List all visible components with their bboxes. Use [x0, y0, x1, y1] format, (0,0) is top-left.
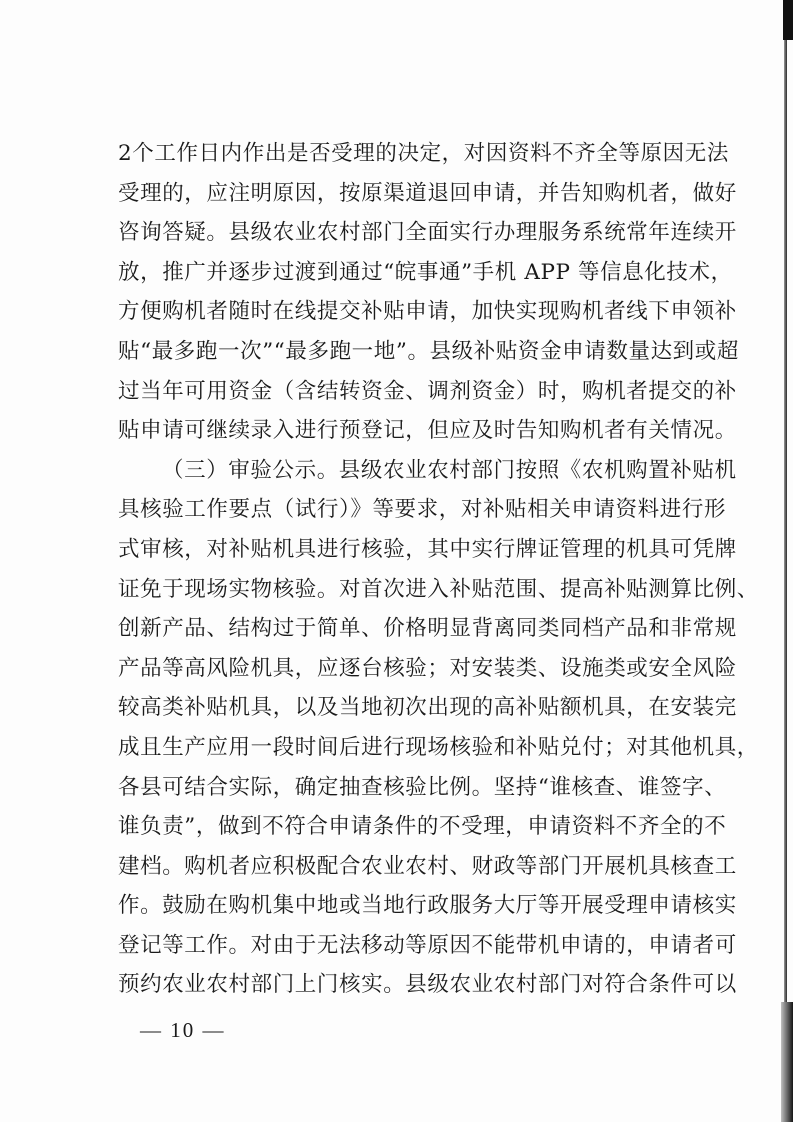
- text-line: 方便购机者随时在线提交补贴申请，加快实现购机者线下申领补: [118, 299, 737, 325]
- text-line: 2个工作日内作出是否受理的决定，对因资料不齐全等原因无法: [118, 141, 729, 166]
- scan-edge-bottom: [781, 1002, 793, 1122]
- text-line: 创新产品、结构过于简单、价格明显背离同类同档产品和非常规: [118, 616, 737, 642]
- text-line: 预约农业农村部门上门核实。县级农业农村部门对符合条件可以: [118, 972, 737, 998]
- text-line: 成且生产应用一段时间后进行现场核验和补贴兑付；对其他机具，: [118, 734, 759, 760]
- text-line: 作。鼓励在购机集中地或当地行政服务大厅等开展受理申请核实: [118, 893, 737, 919]
- text-line: 各县可结合实际，确定抽查核验比例。坚持“谁核查、谁签字、: [118, 774, 727, 800]
- text-line: 建档。购机者应积极配合农业农村、财政等部门开展机具核查工: [118, 853, 737, 879]
- text-line: 咨询答疑。县级农业农村部门全面实行办理服务系统常年连续开: [118, 220, 737, 246]
- text-line: 式审核，对补贴机具进行核验，其中实行牌证管理的机具可凭牌: [118, 536, 737, 562]
- text-line: 受理的，应注明原因，按原渠道退回申请，并告知购机者，做好: [118, 180, 737, 206]
- body-text: [118, 134, 759, 1005]
- text-line: 较高类补贴机具，以及当地初次出现的高补贴额机具，在安装完: [118, 695, 737, 721]
- scan-edge-top: [783, 0, 793, 40]
- text-line: 放，推广并逐步过渡到通过“皖事通”手机 APP 等信息化技术，: [118, 259, 733, 285]
- text-line: 登记等工作。对由于无法移动等原因不能带机申请的，申请者可: [118, 932, 737, 958]
- page-number: — 10 —: [140, 1018, 226, 1042]
- text-line: 证免于现场实物核验。对首次进入补贴范围、提高补贴测算比例、: [118, 576, 759, 602]
- text-line: 谁负责”，做到不符合申请条件的不受理，申请资料不齐全的不: [118, 814, 727, 840]
- text-line: 贴“最多跑一次”“最多跑一地”。县级补贴资金申请数量达到或超: [118, 338, 739, 364]
- text-line: 具核验工作要点（试行）》等要求，对补贴相关申请资料进行形: [118, 497, 727, 523]
- text-line: 贴申请可继续录入进行预登记，但应及时告知购机者有关情况。: [118, 418, 737, 444]
- scan-edge-line: [784, 0, 787, 1122]
- text-line: 产品等高风险机具，应逐台核验；对安装类、设施类或安全风险: [118, 655, 737, 681]
- section-heading-line: （三）审验公示。县级农业农村部门按照《农机购置补贴机: [162, 457, 737, 483]
- text-line: 过当年可用资金（含结转资金、调剂资金）时，购机者提交的补: [118, 378, 737, 404]
